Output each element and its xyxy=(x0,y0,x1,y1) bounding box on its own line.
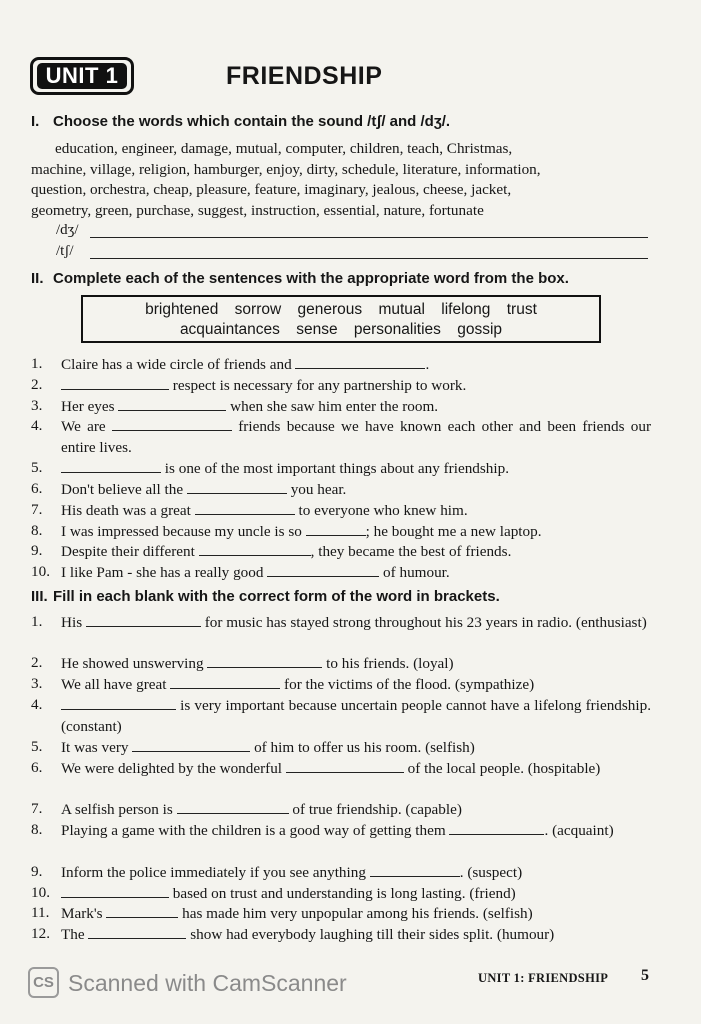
item-number: 4. xyxy=(31,417,43,434)
word-list-line-3: question, orchestra, cheap, pleasure, feature, imaginary, jealous, cheese, jacket, xyxy=(31,181,512,199)
item-text: We were delighted by the wonderful xyxy=(61,760,283,777)
answer-blank[interactable] xyxy=(267,562,379,577)
s2-item-4 xyxy=(31,416,651,458)
box-word: brightened xyxy=(145,301,219,318)
s3-item-3 xyxy=(31,674,651,696)
section-2-heading xyxy=(31,270,569,287)
item-number: 1. xyxy=(31,613,43,630)
item-text: I was impressed because my uncle is so xyxy=(61,523,302,540)
answer-blank[interactable] xyxy=(118,396,226,411)
item-text: of the local people. (hospitable) xyxy=(407,760,601,777)
section-1-heading-text: Choose the words which contain the sound /tʃ/ and /dʒ/. xyxy=(53,113,451,130)
item-text: for music has stayed strong throughout his 23 years in radio. (enthusiast) xyxy=(204,614,647,631)
item-number: 11. xyxy=(31,904,50,921)
item-number: 7. xyxy=(31,501,43,518)
answer-line-tsh[interactable] xyxy=(56,243,648,263)
box-word: trust xyxy=(506,301,537,318)
s2-item-5 xyxy=(31,458,651,480)
s2-item-2 xyxy=(31,375,651,397)
section-3-heading xyxy=(31,588,500,605)
section-1-heading xyxy=(31,113,450,130)
box-word: mutual xyxy=(378,301,425,318)
item-text: is very important because uncertain people cannot have a lifelong friendship. (constant) xyxy=(61,697,651,735)
item-number: 2. xyxy=(31,654,43,671)
answer-blank[interactable] xyxy=(199,541,311,556)
box-word: sorrow xyxy=(234,301,282,318)
answer-blank[interactable] xyxy=(306,521,366,536)
camscanner-logo xyxy=(28,967,59,998)
s3-item-1 xyxy=(31,612,651,634)
box-word: gossip xyxy=(457,321,503,338)
item-number: 8. xyxy=(31,522,43,539)
item-text: for the victims of the flood. (sympathize) xyxy=(284,676,535,693)
item-text: of true friendship. (capable) xyxy=(292,801,462,818)
item-text: is one of the most important things about any friendship. xyxy=(164,460,509,477)
unit-label: UNIT 1 xyxy=(37,63,127,89)
item-text: A selfish person is xyxy=(61,801,173,818)
item-number: 3. xyxy=(31,675,43,692)
item-text: Playing a game with the children is a good way of getting them xyxy=(61,822,446,839)
item-text: Despite their different xyxy=(61,543,195,560)
s2-item-1 xyxy=(31,354,651,376)
item-number: 6. xyxy=(31,480,43,497)
s2-item-3 xyxy=(31,396,651,418)
item-text: His death was a great xyxy=(61,502,191,519)
answer-blank[interactable] xyxy=(106,903,178,918)
item-text: Inform the police immediately if you see anything xyxy=(61,864,366,881)
s3-item-4 xyxy=(31,695,651,737)
word-box-row-1 xyxy=(83,301,599,319)
item-text: of him to offer us his room. (selfish) xyxy=(254,739,475,756)
item-text: . xyxy=(425,356,430,373)
item-text: of humour. xyxy=(383,564,450,581)
answer-blank[interactable] xyxy=(61,883,169,898)
item-text: you hear. xyxy=(290,481,347,498)
answer-blank[interactable] xyxy=(61,458,161,473)
answer-blank[interactable] xyxy=(170,674,280,689)
answer-line-dz[interactable] xyxy=(56,222,648,242)
word-box xyxy=(81,295,601,343)
item-number: 9. xyxy=(31,863,43,880)
section-1-number: I. xyxy=(31,113,40,130)
item-text: respect is necessary for any partnership to work. xyxy=(172,377,467,394)
running-head: UNIT 1: FRIENDSHIP xyxy=(478,971,609,985)
item-text: ; he bought me a new laptop. xyxy=(365,523,542,540)
word-list xyxy=(31,139,651,221)
word-list-line-2: machine, village, religion, hamburger, enjoy, dirty, schedule, literature, information, xyxy=(31,160,541,178)
item-number: 7. xyxy=(31,800,43,817)
box-word: generous xyxy=(297,301,363,318)
item-number: 3. xyxy=(31,397,43,414)
s3-item-5 xyxy=(31,737,651,759)
s3-item-8 xyxy=(31,820,651,842)
item-number: 9. xyxy=(31,542,43,559)
item-text: show had everybody laughing till their sides split. (humour) xyxy=(190,926,555,943)
s3-item-6 xyxy=(31,758,651,780)
answer-blank[interactable] xyxy=(61,375,169,390)
item-text: Her eyes xyxy=(61,398,115,415)
word-list-line-4: geometry, green, purchase, suggest, instruction, essential, nature, fortunate xyxy=(31,201,484,219)
answer-blank[interactable] xyxy=(187,479,287,494)
item-number: 6. xyxy=(31,759,43,776)
item-number: 10. xyxy=(31,563,50,580)
box-word: acquaintances xyxy=(179,321,280,338)
section-2-heading-text: Complete each of the sentences with the appropriate word from the box. xyxy=(53,270,569,287)
answer-rule[interactable] xyxy=(90,258,648,259)
item-text: to his friends. (loyal) xyxy=(326,655,454,672)
item-text: We all have great xyxy=(61,676,167,693)
s2-item-10 xyxy=(31,562,651,584)
answer-label-dz: /dʒ/ xyxy=(56,222,79,238)
answer-blank[interactable] xyxy=(195,500,295,515)
answer-blank[interactable] xyxy=(88,924,186,939)
item-text: , they became the best of friends. xyxy=(310,543,512,560)
answer-label-tsh: /tʃ/ xyxy=(56,243,74,259)
item-text: Don't believe all the xyxy=(61,481,184,498)
item-number: 1. xyxy=(31,355,43,372)
item-text: . (acquaint) xyxy=(544,822,614,839)
section-3-number: III. xyxy=(31,588,48,605)
word-box-row-2 xyxy=(83,321,599,339)
s2-item-6 xyxy=(31,479,651,501)
answer-blank[interactable] xyxy=(370,862,460,877)
unit-badge xyxy=(30,57,134,95)
s2-item-9 xyxy=(31,541,651,563)
item-text: has made him very unpopular among his friends. (selfish) xyxy=(182,905,533,922)
answer-blank[interactable] xyxy=(286,758,404,773)
answer-blank[interactable] xyxy=(112,416,232,431)
item-number: 4. xyxy=(31,696,43,713)
answer-rule[interactable] xyxy=(90,237,648,238)
item-text: . (suspect) xyxy=(459,864,523,881)
unit-title: FRIENDSHIP xyxy=(226,62,383,90)
section-3-heading-text: Fill in each blank with the correct form of the word in brackets. xyxy=(53,588,500,605)
s3-item-10 xyxy=(31,883,651,905)
item-number: 2. xyxy=(31,376,43,393)
s3-item-9 xyxy=(31,862,651,884)
item-text: based on trust and understanding is long lasting. (friend) xyxy=(172,885,516,902)
s2-item-7 xyxy=(31,500,651,522)
item-text: I like Pam - she has a really good xyxy=(61,564,264,581)
item-text: His xyxy=(61,614,83,631)
answer-blank[interactable] xyxy=(207,653,322,668)
item-text: It was very xyxy=(61,739,129,756)
s2-item-8 xyxy=(31,521,651,543)
word-list-line-1: education, engineer, damage, mutual, computer, children, teach, Christmas, xyxy=(55,140,513,157)
item-number: 8. xyxy=(31,821,43,838)
item-text: He showed unswerving xyxy=(61,655,204,672)
item-text: We are xyxy=(61,418,106,435)
item-number: 5. xyxy=(31,459,43,476)
answer-blank[interactable] xyxy=(177,799,289,814)
item-text: friends because we have known each other and been friends our entire lives. xyxy=(61,418,652,456)
page-number: 5 xyxy=(641,967,649,984)
answer-blank[interactable] xyxy=(132,737,250,752)
answer-blank[interactable] xyxy=(61,695,176,710)
s3-item-11 xyxy=(31,903,651,925)
answer-blank[interactable] xyxy=(295,354,425,369)
item-number: 12. xyxy=(31,925,50,942)
item-text: to everyone who knew him. xyxy=(298,502,468,519)
item-text: Mark's xyxy=(61,905,103,922)
camscanner-watermark: Scanned with CamScanner xyxy=(68,970,347,996)
answer-blank[interactable] xyxy=(86,612,201,627)
camscanner-logo-text: CS xyxy=(33,974,54,991)
item-number: 5. xyxy=(31,738,43,755)
box-word: lifelong xyxy=(441,301,491,318)
box-word: personalities xyxy=(353,321,441,338)
s3-item-12 xyxy=(31,924,651,946)
box-word: sense xyxy=(296,321,338,338)
s3-item-2 xyxy=(31,653,651,675)
section-2-number: II. xyxy=(31,270,44,287)
answer-blank[interactable] xyxy=(449,820,544,835)
item-text: when she saw him enter the room. xyxy=(230,398,439,415)
item-number: 10. xyxy=(31,884,50,901)
item-text: Claire has a wide circle of friends and xyxy=(61,356,292,373)
item-text: The xyxy=(61,926,85,943)
s3-item-7 xyxy=(31,799,651,821)
